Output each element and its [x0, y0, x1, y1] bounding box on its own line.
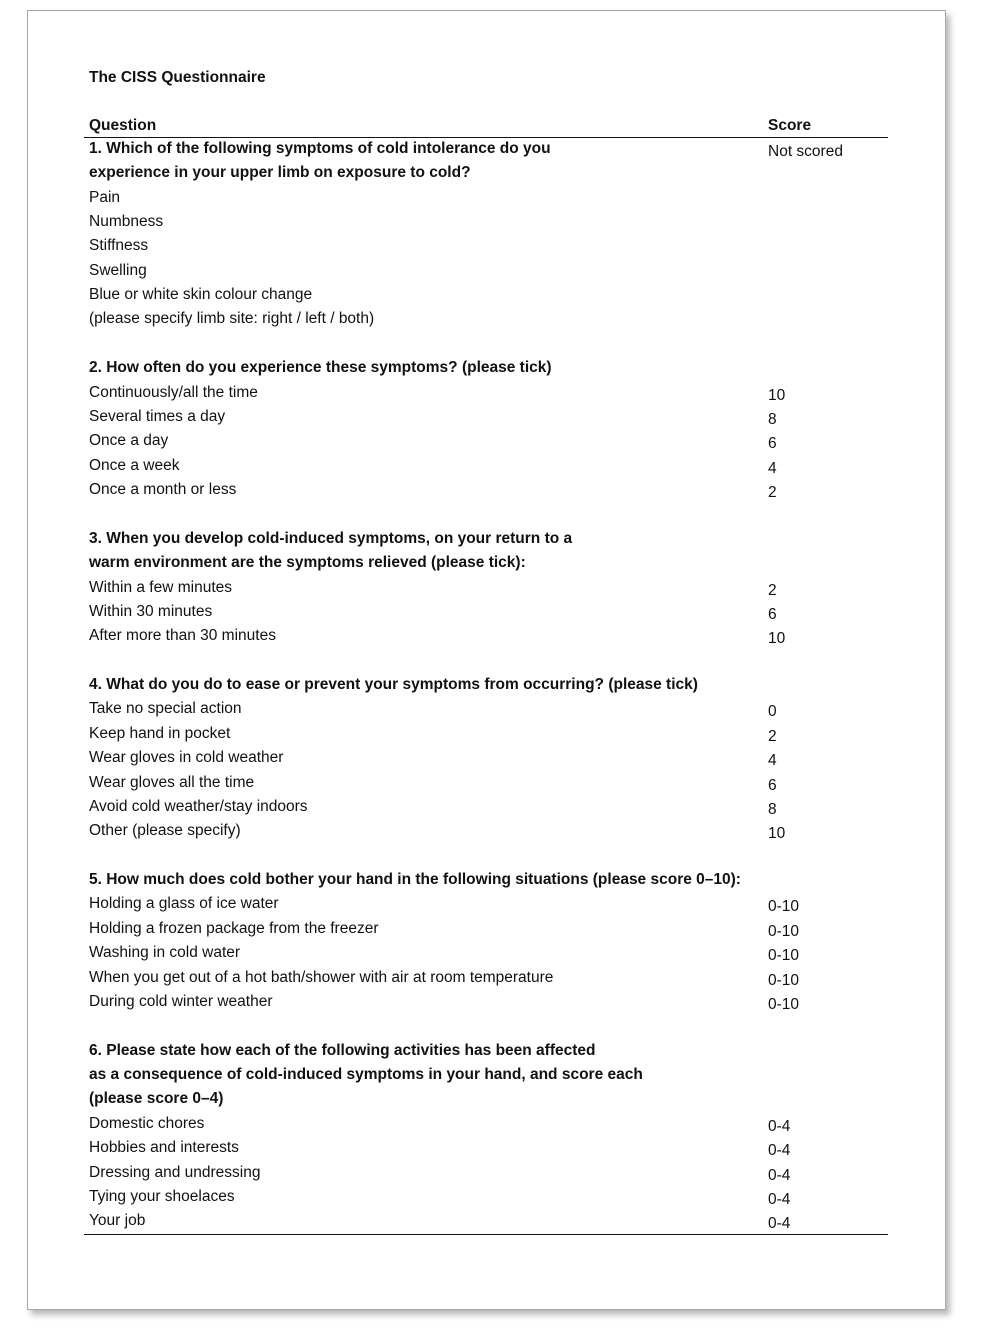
q5-item-score: 0-10 [768, 996, 800, 1013]
q2-item-score: 6 [768, 435, 777, 452]
q5-item-score: 0-10 [768, 923, 800, 940]
q3-item-score: 2 [768, 582, 777, 599]
q5-item-score: 0-10 [768, 972, 800, 989]
q6-item-score: 0-4 [768, 1191, 791, 1208]
q1-item: (please specify limb site: right / left / both) [89, 310, 375, 327]
q3-item-label: Within 30 minutes [89, 603, 213, 620]
q2-item-label: Several times a day [89, 408, 226, 425]
q1-heading: 1. Which of the following symptoms of cold intolerance do you [89, 140, 551, 157]
q5-heading: 5. How much does cold bother your hand in the following situations (please score 0–10): [89, 871, 741, 888]
q2-item-label: Continuously/all the time [89, 384, 258, 401]
q3-heading: warm environment are the symptoms relieved (please tick): [89, 554, 526, 571]
q4-item-score: 6 [768, 777, 777, 794]
q3-item-label: After more than 30 minutes [89, 627, 276, 644]
q6-heading: 6. Please state how each of the following activities has been affected [89, 1042, 596, 1059]
q1-item: Stiffness [89, 237, 149, 254]
q1-item: Blue or white skin colour change [89, 286, 313, 303]
q2-item-score: 2 [768, 484, 777, 501]
q6-heading: as a consequence of cold-induced symptoms in your hand, and score each [89, 1066, 643, 1083]
q2-item-score: 10 [768, 387, 786, 404]
q4-item-score: 2 [768, 728, 777, 745]
q6-item-score: 0-4 [768, 1215, 791, 1232]
question-column-header: Question [89, 117, 157, 134]
q4-item-score: 10 [768, 825, 786, 842]
document-page [27, 10, 946, 1310]
q4-item-score: 0 [768, 703, 777, 720]
q1-score: Not scored [768, 143, 843, 160]
q6-item-label: Tying your shoelaces [89, 1188, 235, 1205]
q2-item-label: Once a month or less [89, 481, 237, 498]
q4-heading: 4. What do you do to ease or prevent your symptoms from occurring? (please tick) [89, 676, 698, 693]
q1-item: Swelling [89, 262, 147, 279]
q2-item-score: 4 [768, 460, 777, 477]
footer-rule [84, 1234, 888, 1235]
q2-item-label: Once a day [89, 432, 169, 449]
q6-item-label: Dressing and undressing [89, 1164, 261, 1181]
q6-heading: (please score 0–4) [89, 1090, 224, 1107]
q3-item-score: 10 [768, 630, 786, 647]
score-column-header: Score [768, 117, 812, 134]
q6-item-score: 0-4 [768, 1167, 791, 1184]
q5-item-label: During cold winter weather [89, 993, 273, 1010]
q4-item-score: 4 [768, 752, 777, 769]
q6-item-label: Domestic chores [89, 1115, 205, 1132]
q3-item-score: 6 [768, 606, 777, 623]
q2-heading: 2. How often do you experience these symptoms? (please tick) [89, 359, 552, 376]
q4-item-label: Avoid cold weather/stay indoors [89, 798, 308, 815]
q3-item-label: Within a few minutes [89, 579, 232, 596]
q4-item-label: Other (please specify) [89, 822, 241, 839]
q5-item-score: 0-10 [768, 898, 800, 915]
q6-item-score: 0-4 [768, 1142, 791, 1159]
q1-item: Pain [89, 189, 121, 206]
q6-item-label: Your job [89, 1212, 146, 1229]
document-title: The CISS Questionnaire [89, 69, 266, 86]
q5-item-label: Holding a frozen package from the freezer [89, 920, 379, 937]
q4-item-label: Wear gloves all the time [89, 774, 255, 791]
q5-item-label: Washing in cold water [89, 944, 241, 961]
q1-heading: experience in your upper limb on exposure to cold? [89, 164, 471, 181]
q4-item-label: Take no special action [89, 700, 242, 717]
q5-item-score: 0-10 [768, 947, 800, 964]
header-rule [84, 137, 888, 138]
q1-item: Numbness [89, 213, 164, 230]
q5-item-label: Holding a glass of ice water [89, 895, 279, 912]
q2-item-score: 8 [768, 411, 777, 428]
q3-heading: 3. When you develop cold-induced symptoms, on your return to a [89, 530, 573, 547]
q4-item-label: Wear gloves in cold weather [89, 749, 284, 766]
q5-item-label: When you get out of a hot bath/shower with air at room temperature [89, 969, 554, 986]
q4-item-score: 8 [768, 801, 777, 818]
q6-item-label: Hobbies and interests [89, 1139, 239, 1156]
q4-item-label: Keep hand in pocket [89, 725, 231, 742]
q6-item-score: 0-4 [768, 1118, 791, 1135]
q2-item-label: Once a week [89, 457, 180, 474]
